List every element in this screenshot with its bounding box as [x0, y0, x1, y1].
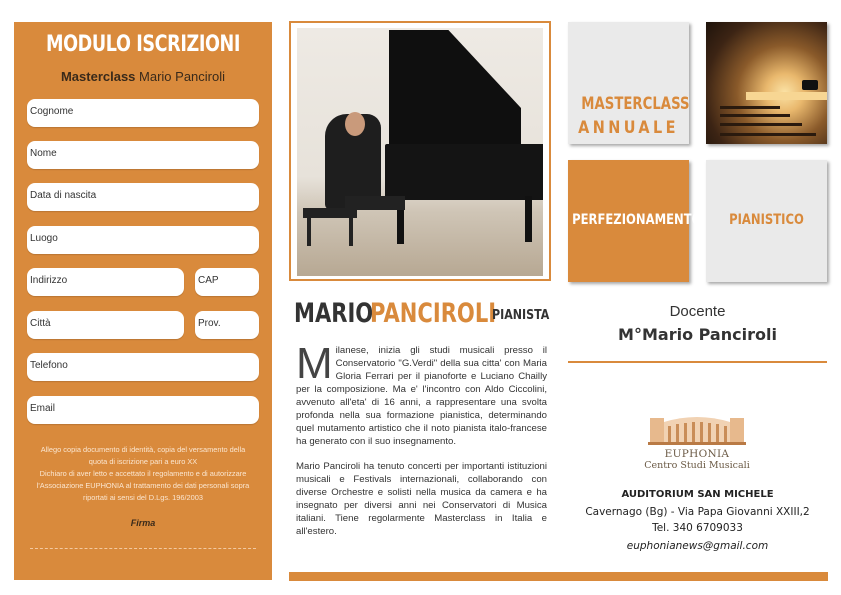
citta-field[interactable]	[27, 311, 184, 339]
artist-last-name: PANCIROLI	[370, 298, 497, 329]
bio-paragraph	[296, 339, 547, 448]
nome-label: Nome	[30, 148, 57, 159]
seat-row	[720, 133, 816, 136]
venue-address: Cavernago (Bg) - Via Papa Giovanni XXIII,2	[585, 506, 810, 518]
email-field[interactable]	[27, 396, 259, 424]
bench-leg	[349, 216, 353, 246]
seat-row	[720, 114, 790, 117]
contact-email[interactable]: euphonianews@gmail.com	[626, 540, 769, 552]
artist-first-name: MARIO	[294, 298, 374, 329]
piano-body	[385, 144, 543, 200]
seat-row	[720, 106, 780, 109]
bio-paragraph: Mario Panciroli ha tenuto concerti per importanti istituzioni musicali e Festivals internazionali, collaborando con diverse Orchestre e solisti nella musica da camera e ha insegnato per diversi anni nei Conservatori di Musica italiani. Tiene regolarmente Masterclass in Italia e all'estero.	[296, 461, 547, 537]
nome-field[interactable]	[27, 141, 259, 169]
telefono-field[interactable]	[27, 353, 259, 381]
euphonia-logo-icon	[648, 412, 746, 446]
hall-piano	[802, 80, 818, 90]
pianist-photo	[297, 28, 543, 276]
concert-hall-photo	[706, 22, 827, 144]
form-subtitle-bold: Masterclass	[60, 69, 136, 84]
pianistico-title: PIANISTICO	[729, 212, 804, 228]
bio-text-1: ilanese, inizia gli studi musicali presso il Conservatorio "G.Verdi" della sua citta' con Maria Gloria Ferrari per il pianoforte e Luciano Chailly per la composizione. Ma e' l'incontro con Aldo Ciccolini, avvenuto all'eta' di 16 anni, a rappresentare una svolta profonda nella sua formazione pianistica, determinando quel mutamento artistico che il noto pianista italo-francese ha generato con il suo insegnamento.	[296, 345, 547, 447]
form-note-1: Allego copia documento di identità, copia del versamento della quota di iscrizione pari a euro XX	[40, 445, 246, 466]
docente-label: Docente	[669, 303, 726, 320]
perfezionamento-title: PERFEZIONAMENTO	[572, 212, 702, 228]
logo-name: EUPHONIA	[664, 448, 730, 460]
form-subtitle-rest: Mario Panciroli	[135, 69, 226, 84]
masterclass-title: MASTERCLASS	[581, 94, 690, 114]
venue-name: AUDITORIUM SAN MICHELE	[621, 489, 774, 500]
annuale-title: ANNUALE	[578, 118, 679, 138]
email-label: Email	[30, 403, 56, 414]
prov-field[interactable]	[195, 311, 259, 339]
cognome-field[interactable]	[27, 99, 259, 127]
form-note-2: Dichiaro di aver letto e accettato il regolamento e di autorizzare l'Associazione EUPHONIA al trattamento dei dati personali sopra riportati ai sensi del D.Lgs. 196/2003	[36, 469, 250, 502]
contact-phone: Tel. 340 6709033	[652, 522, 743, 534]
telefono-label: Telefono	[30, 360, 68, 371]
data-nascita-field[interactable]	[27, 183, 259, 211]
cap-field[interactable]	[195, 268, 259, 296]
artist-bio	[296, 339, 547, 550]
prov-label: Prov.	[198, 318, 221, 329]
form-note	[34, 444, 252, 504]
luogo-field[interactable]	[27, 226, 259, 254]
signature-line[interactable]	[30, 548, 256, 549]
artist-photo-frame	[289, 21, 551, 281]
docente-name: M°Mario Panciroli	[618, 325, 777, 344]
form-title: MODULO ISCRIZIONI	[45, 32, 241, 57]
seat-row	[720, 123, 802, 126]
form-subtitle	[14, 69, 272, 84]
data-nascita-label: Data di nascita	[30, 190, 97, 201]
cognome-label: Cognome	[30, 106, 74, 117]
indirizzo-field[interactable]	[27, 268, 184, 296]
cap-label: CAP	[198, 275, 219, 286]
hall-stage	[746, 92, 827, 100]
bio-dropcap: M	[296, 339, 333, 388]
bottom-accent-bar	[289, 572, 828, 581]
logo-subtitle: Centro Studi Musicali	[644, 460, 750, 471]
perfezionamento-box	[568, 160, 702, 282]
pianist-head	[345, 112, 365, 136]
signature-label: Firma	[130, 518, 156, 528]
bench-leg	[307, 216, 311, 246]
citta-label: Città	[30, 318, 51, 329]
registration-form-panel	[14, 22, 272, 580]
piano-leg	[525, 196, 532, 242]
luogo-label: Luogo	[30, 233, 58, 244]
divider	[568, 361, 827, 363]
piano-lid	[389, 30, 521, 150]
artist-name-heading	[294, 298, 550, 329]
pianistico-box	[706, 160, 827, 282]
masterclass-box	[568, 22, 689, 144]
artist-role: PIANISTA	[492, 308, 550, 323]
indirizzo-label: Indirizzo	[30, 275, 68, 286]
